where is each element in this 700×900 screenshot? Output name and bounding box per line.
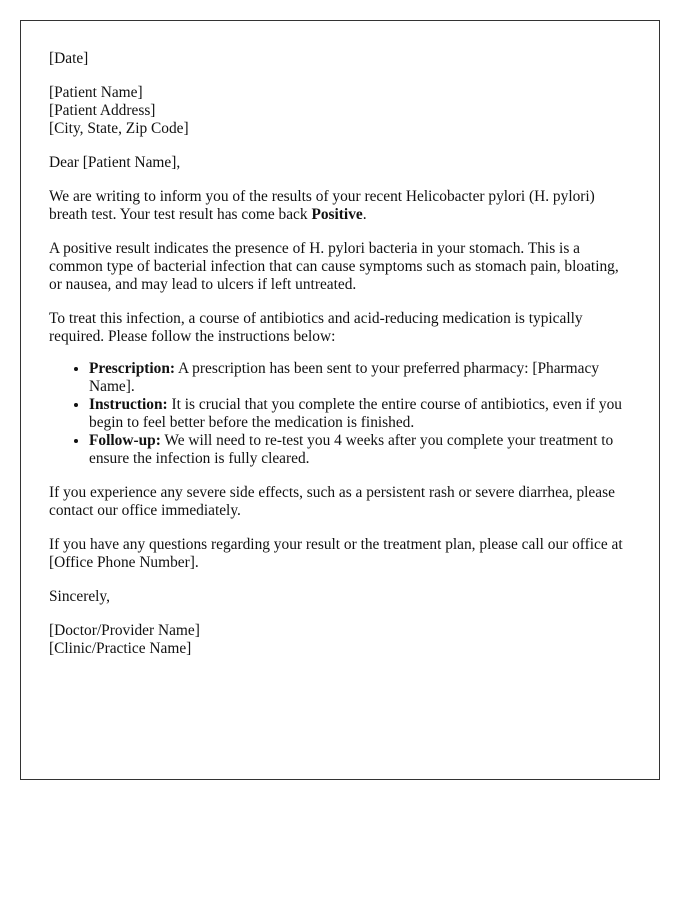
side-effects-paragraph: If you experience any severe side effects, such as a persistent rash or severe diarrhea, please contact our office immediately. (49, 484, 615, 519)
test-result: Positive (311, 206, 363, 223)
list-item-label: Prescription: (89, 360, 176, 377)
salutation: Dear [Patient Name], (49, 154, 181, 171)
closing: Sincerely, (49, 588, 110, 605)
recipient-address-block (49, 84, 631, 138)
intro-paragraph (49, 188, 631, 224)
list-item-prescription (89, 360, 631, 396)
treatment-intro-paragraph: To treat this infection, a course of antibiotics and acid-reducing medication is typically required. Please follow the instructions below: (49, 310, 583, 345)
letter-date: [Date] (49, 50, 89, 67)
clinic-name: [Clinic/Practice Name] (49, 640, 192, 657)
intro-text-end: . (362, 206, 367, 223)
instructions-list (49, 360, 631, 468)
questions-paragraph: If you have any questions regarding your result or the treatment plan, please call our office at [Office Phone Number]. (49, 536, 623, 571)
recipient-city-state-zip: [City, State, Zip Code] (49, 120, 189, 137)
list-item-label: Follow-up: (89, 432, 161, 449)
signature-block (49, 622, 631, 658)
list-item-text: It is crucial that you complete the entire course of antibiotics, even if you begin to feel better before the medication is finished. (89, 396, 622, 431)
list-item-label: Instruction: (89, 396, 168, 413)
list-item-instruction (89, 396, 631, 432)
recipient-name: [Patient Name] (49, 84, 143, 101)
provider-name: [Doctor/Provider Name] (49, 622, 200, 639)
recipient-address: [Patient Address] (49, 102, 156, 119)
list-item-text: We will need to re-test you 4 weeks after you complete your treatment to ensure the infection is fully cleared. (89, 432, 614, 467)
letter-page (20, 20, 660, 780)
list-item-follow-up (89, 432, 631, 468)
intro-text: We are writing to inform you of the results of your recent Helicobacter pylori (H. pylori) breath test. Your test result has come back (49, 188, 595, 223)
explanation-paragraph: A positive result indicates the presence of H. pylori bacteria in your stomach. This is a common type of bacterial infection that can cause symptoms such as stomach pain, bloating, or nausea, and may lead to ulcers if left untreated. (49, 240, 619, 293)
list-item-text: A prescription has been sent to your preferred pharmacy: [Pharmacy Name]. (89, 360, 600, 395)
